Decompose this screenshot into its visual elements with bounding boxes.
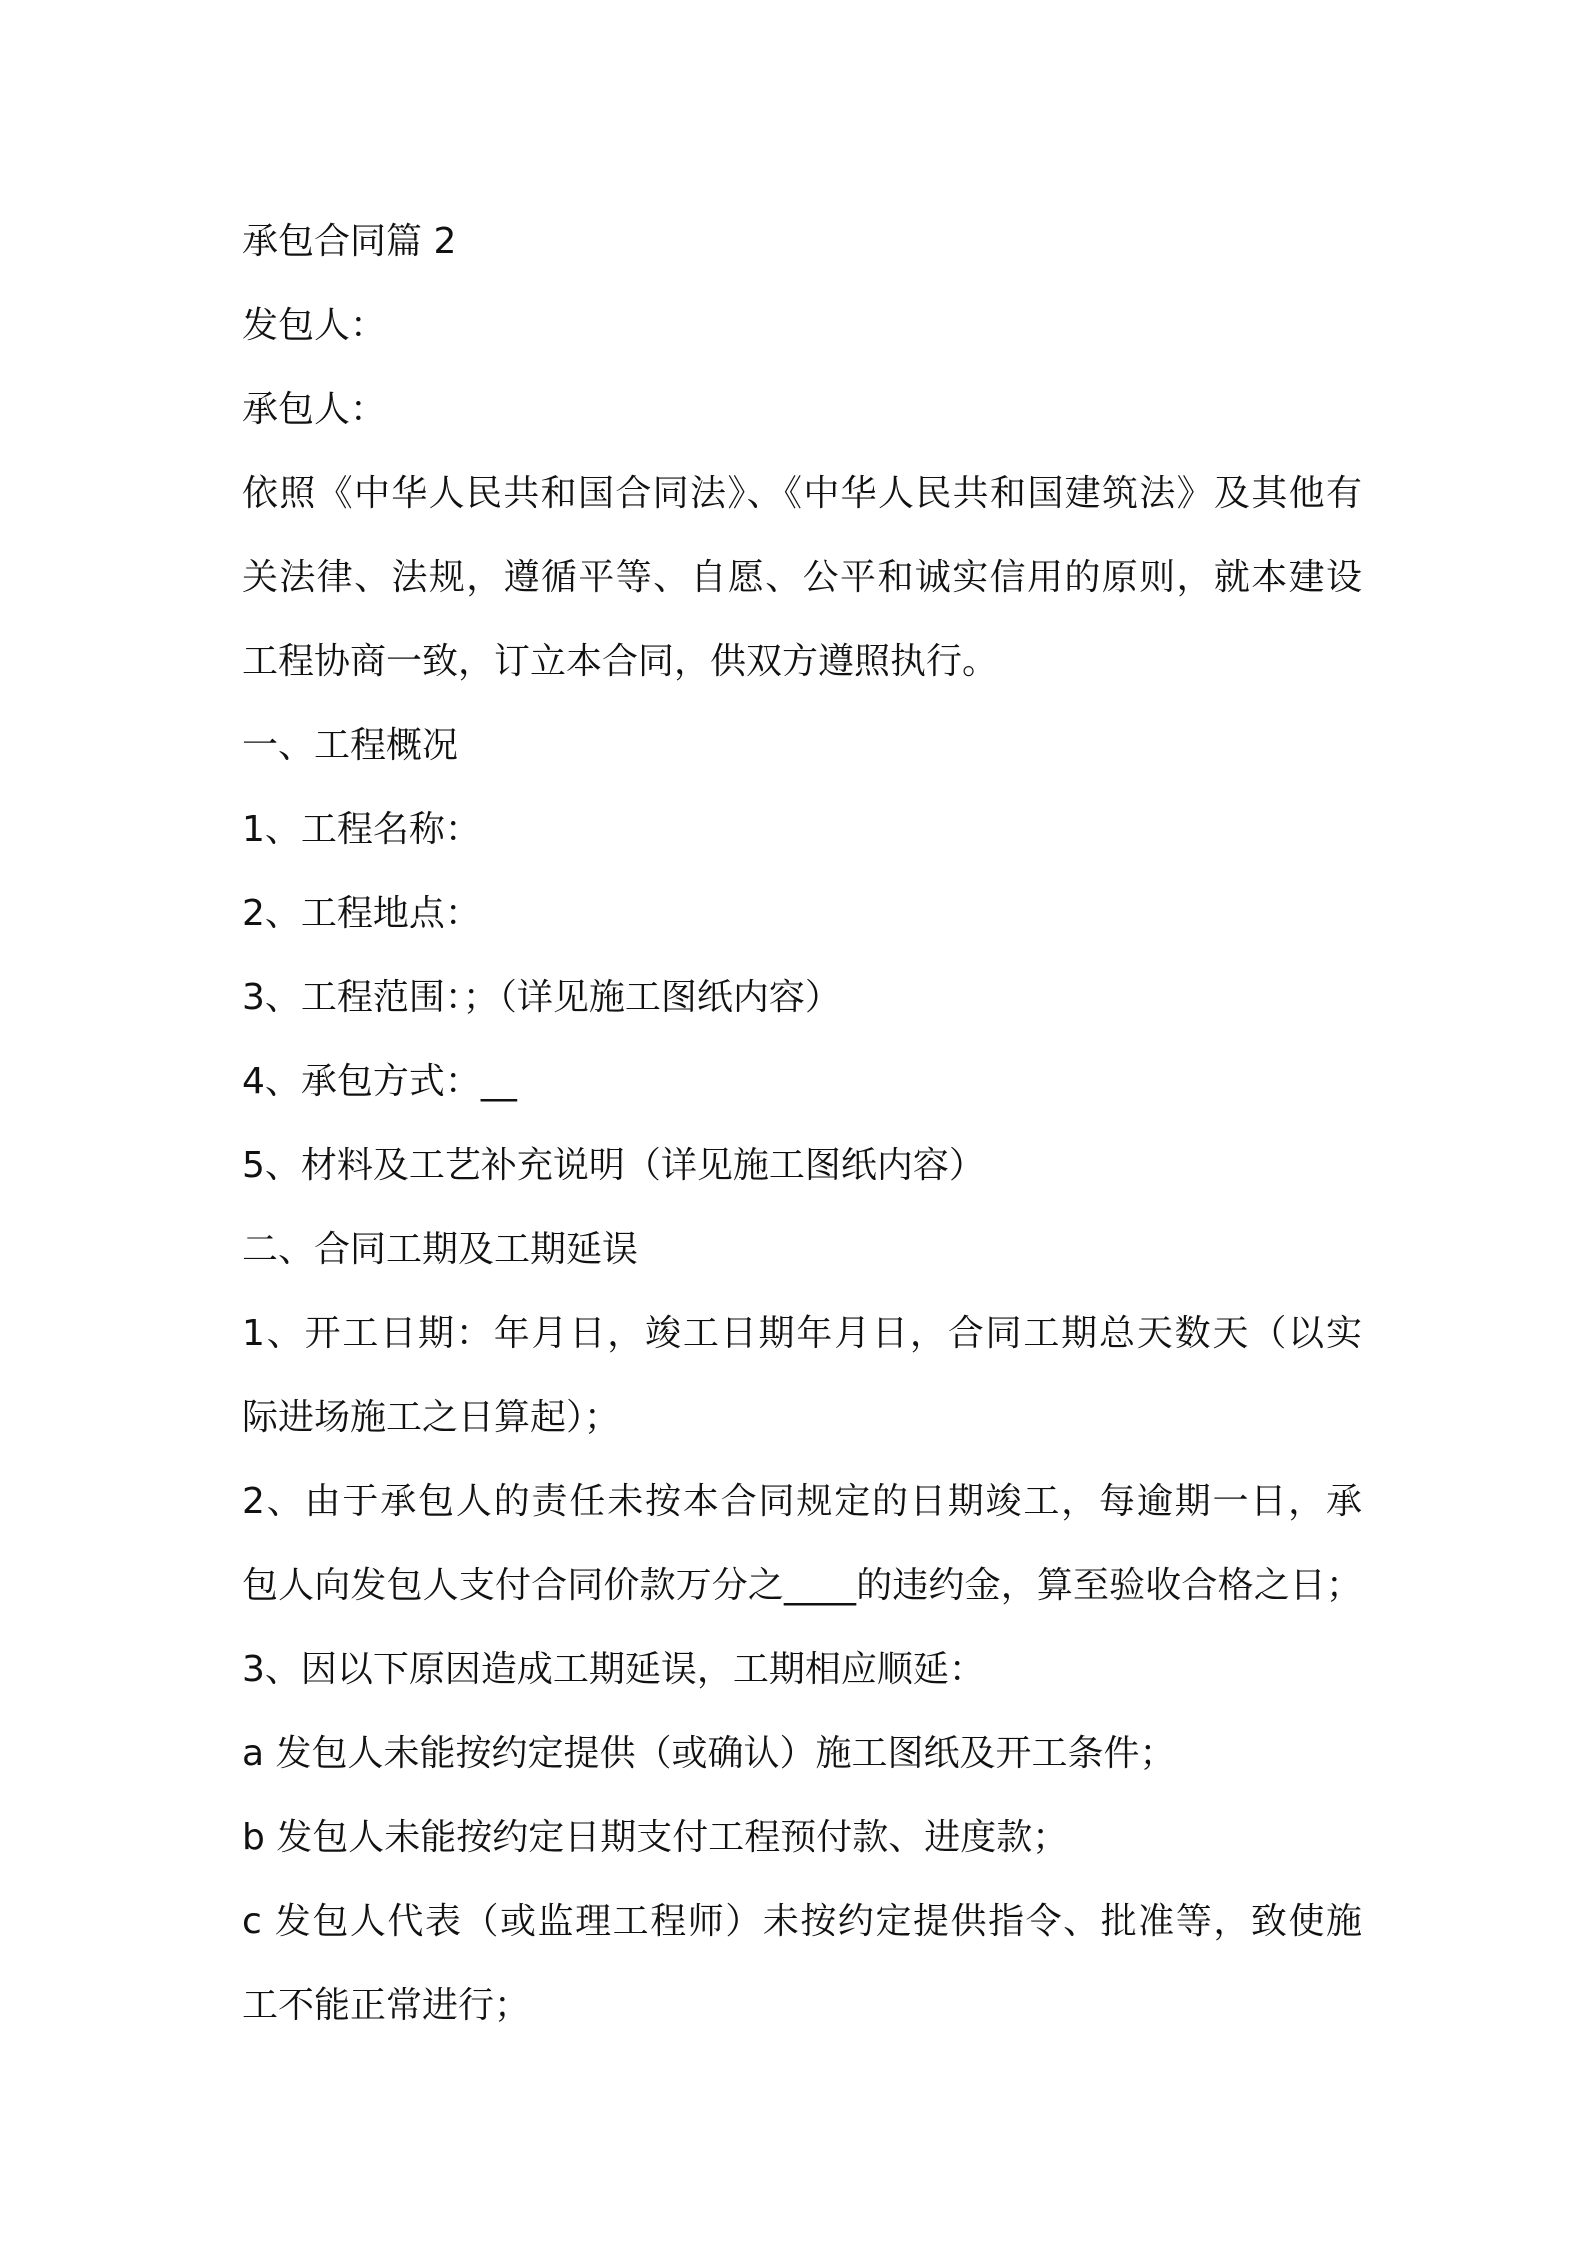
cause-item-a: a 发包人未能按约定提供（或确认）施工图纸及开工条件； — [242, 1733, 1176, 1774]
preamble-line-1: 依照《中华人民共和国合同法》、《中华人民共和国建筑法》及其他有 — [242, 473, 1362, 514]
clause-project-scope: 3、工程范围：；（详见施工图纸内容） — [242, 977, 841, 1018]
clause-start-date-line-1: 1、开工日期：年月日，竣工日期年月日，合同工期总天数天（以实 — [242, 1313, 1362, 1354]
party-a-line: 发包人： — [242, 305, 387, 346]
clause-delay-penalty-line-2: 包人向发包人支付合同价款万分之____的违约金，算至验收合格之日； — [242, 1565, 1362, 1606]
document-title: 承包合同篇 2 — [242, 221, 457, 262]
clause-extension-causes: 3、因以下原因造成工期延误，工期相应顺延： — [242, 1649, 985, 1690]
clause-start-date-line-2: 际进场施工之日算起）； — [242, 1397, 621, 1438]
cause-item-b: b 发包人未能按约定日期支付工程预付款、进度款； — [242, 1817, 1069, 1858]
cause-item-c-line-2: 工不能正常进行； — [242, 1985, 531, 2026]
clause-delay-penalty-line-1: 2、由于承包人的责任未按本合同规定的日期竣工，每逾期一日，承 — [242, 1481, 1362, 1522]
section-heading-schedule: 二、合同工期及工期延误 — [242, 1229, 639, 1270]
preamble-line-2: 关法律、法规，遵循平等、自愿、公平和诚实信用的原则，就本建设 — [242, 557, 1362, 598]
cause-item-c-line-1: c 发包人代表（或监理工程师）未按约定提供指令、批准等，致使施 — [242, 1901, 1362, 1942]
clause-project-name: 1、工程名称： — [242, 809, 481, 850]
clause-contract-method: 4、承包方式：__ — [242, 1061, 517, 1102]
clause-materials-note: 5、材料及工艺补充说明（详见施工图纸内容） — [242, 1145, 985, 1186]
document-body — [242, 200, 1362, 2048]
party-b-line: 承包人： — [242, 389, 387, 430]
preamble-line-3: 工程协商一致，订立本合同，供双方遵照执行。 — [242, 641, 999, 682]
clause-project-location: 2、工程地点： — [242, 893, 481, 934]
section-heading-project-overview: 一、工程概况 — [242, 725, 459, 766]
